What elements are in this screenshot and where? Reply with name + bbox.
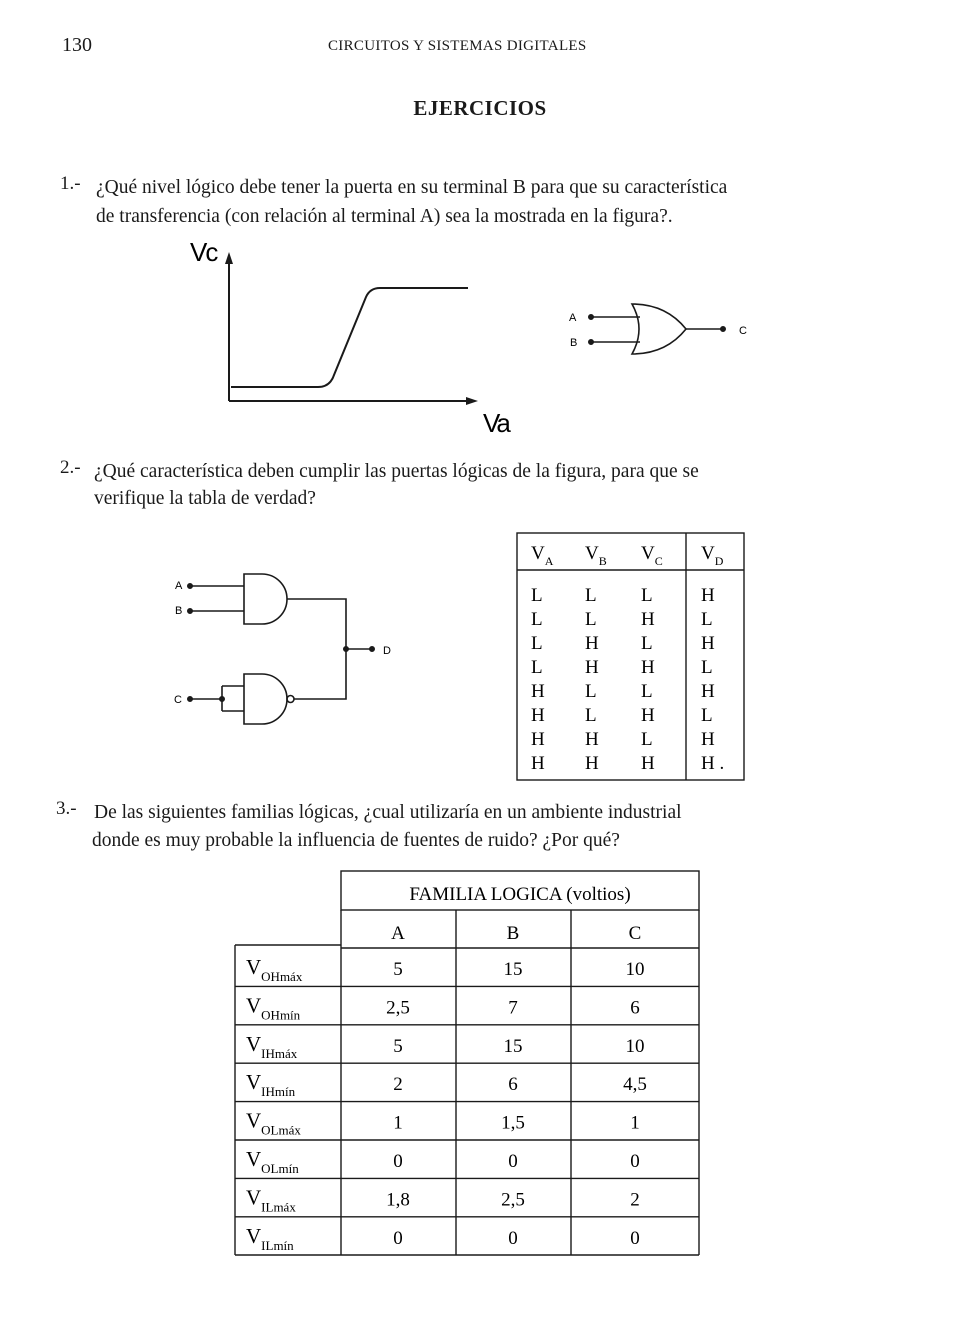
family-value-cell: 1,5 bbox=[501, 1112, 525, 1134]
parameter-label bbox=[246, 1070, 296, 1099]
parameter-label bbox=[246, 1032, 298, 1061]
truth-table-cell: H . bbox=[701, 753, 725, 774]
question-1-number: 1.- bbox=[60, 173, 81, 194]
family-value-cell: 7 bbox=[508, 997, 518, 1019]
truth-table-row bbox=[531, 585, 715, 606]
truth-table-header bbox=[531, 543, 724, 568]
and-gate-input-a-label: A bbox=[175, 580, 183, 592]
logic-families-table bbox=[235, 871, 699, 1255]
truth-table-cell: L bbox=[641, 729, 653, 750]
parameter-subscript: OHmáx bbox=[261, 969, 303, 984]
truth-table-cell: L bbox=[641, 585, 653, 606]
truth-table-cell: H bbox=[585, 657, 599, 678]
truth-table bbox=[517, 533, 744, 780]
families-table-row bbox=[246, 1109, 640, 1138]
truth-table-cell: L bbox=[701, 705, 713, 726]
family-value-cell: 2,5 bbox=[501, 1189, 525, 1211]
parameter-main: V bbox=[246, 1070, 262, 1095]
family-value-cell: 1,8 bbox=[386, 1189, 410, 1211]
families-table-row bbox=[246, 993, 640, 1022]
truth-table-cell: H bbox=[585, 729, 599, 750]
parameter-label bbox=[246, 1147, 299, 1176]
families-row-dividers bbox=[235, 986, 699, 1216]
truth-table-cell: H bbox=[701, 729, 715, 750]
truth-table-cell: H bbox=[531, 705, 545, 726]
family-value-cell: 15 bbox=[503, 1035, 523, 1057]
or-gate-input-b-label: B bbox=[570, 337, 578, 349]
truth-table-header-cell bbox=[585, 543, 607, 568]
logic-circuit bbox=[188, 574, 374, 724]
header-subscript: B bbox=[598, 554, 607, 568]
header-main: V bbox=[641, 543, 655, 564]
families-table-row bbox=[246, 1185, 640, 1214]
truth-table-cell: L bbox=[701, 609, 713, 630]
truth-table-cell: H bbox=[531, 681, 545, 702]
or-gate-output-c-label: C bbox=[739, 325, 747, 337]
or-gate-input-a-label: A bbox=[569, 312, 577, 324]
circuit-output-d-label: D bbox=[383, 645, 391, 657]
family-value-cell: 1 bbox=[393, 1112, 403, 1134]
family-column-header: C bbox=[628, 923, 642, 944]
family-value-cell: 0 bbox=[508, 1151, 518, 1172]
family-value-cell: 0 bbox=[508, 1227, 518, 1249]
families-table-body bbox=[246, 955, 647, 1253]
family-value-cell: 10 bbox=[625, 1035, 645, 1057]
parameter-subscript: OLmín bbox=[261, 1161, 299, 1176]
running-header: CIRCUITOS Y SISTEMAS DIGITALES bbox=[328, 38, 587, 54]
family-value-cell: 5 bbox=[393, 1035, 403, 1057]
parameter-label bbox=[246, 1224, 294, 1253]
parameter-label bbox=[246, 1185, 296, 1214]
family-value-cell: 2 bbox=[630, 1189, 640, 1211]
family-value-cell: 2 bbox=[393, 1074, 403, 1096]
parameter-label bbox=[246, 955, 303, 984]
family-value-cell: 0 bbox=[393, 1227, 403, 1249]
truth-table-header-cell bbox=[531, 543, 554, 568]
parameter-main: V bbox=[246, 955, 262, 979]
question-3-number: 3.- bbox=[56, 798, 77, 819]
question-3-text-line-1: De las siguientes familias lógicas, ¿cual utilizaría en un ambiente industrial bbox=[94, 802, 682, 823]
question-2-text-line-2: verifique la tabla de verdad? bbox=[94, 488, 316, 509]
parameter-subscript: IHmín bbox=[261, 1084, 296, 1100]
family-column-header: A bbox=[391, 923, 405, 944]
parameter-main: V bbox=[246, 1147, 262, 1171]
truth-table-cell: H bbox=[585, 633, 599, 654]
parameter-label bbox=[246, 1109, 301, 1138]
parameter-main: V bbox=[246, 1108, 262, 1133]
parameter-subscript: IHmáx bbox=[261, 1045, 298, 1061]
truth-table-cell: L bbox=[531, 609, 543, 630]
family-value-cell: 2,5 bbox=[386, 997, 410, 1019]
families-table-row bbox=[246, 1032, 645, 1061]
nand-gate-symbol bbox=[188, 674, 294, 724]
header-subscript: D bbox=[714, 554, 724, 568]
truth-table-cell: H bbox=[641, 609, 655, 630]
question-1-text-line-2: de transferencia (con relación al terminal A) sea la mostrada en la figura?. bbox=[96, 206, 673, 227]
x-axis-arrow bbox=[466, 397, 478, 405]
truth-table-cell: L bbox=[585, 705, 597, 726]
parameter-label bbox=[246, 993, 301, 1022]
truth-table-cell: H bbox=[641, 753, 655, 774]
and-gate-symbol bbox=[188, 574, 287, 624]
truth-table-cell: H bbox=[531, 753, 545, 774]
family-value-cell: 5 bbox=[393, 959, 403, 980]
truth-table-cell: H bbox=[641, 705, 655, 726]
truth-table-cell: L bbox=[701, 657, 713, 678]
x-axis-label: Va bbox=[483, 408, 509, 438]
parameter-main: V bbox=[246, 993, 262, 1018]
family-value-cell: 4,5 bbox=[623, 1074, 647, 1096]
family-value-cell: 10 bbox=[625, 959, 645, 980]
parameter-subscript: ILmáx bbox=[261, 1199, 296, 1215]
truth-table-cell: H bbox=[531, 729, 545, 750]
truth-table-row bbox=[531, 753, 724, 774]
page-number: 130 bbox=[62, 34, 92, 56]
truth-table-cell: L bbox=[585, 609, 597, 630]
family-value-cell: 1 bbox=[630, 1112, 640, 1134]
parameter-subscript: OHmín bbox=[261, 1007, 301, 1023]
family-value-cell: 0 bbox=[630, 1151, 640, 1172]
truth-table-header-cell bbox=[701, 543, 724, 568]
nand-gate-input-c-label: C bbox=[174, 694, 182, 706]
parameter-subscript: OLmáx bbox=[261, 1122, 301, 1138]
truth-table-cell: L bbox=[641, 681, 653, 702]
parameter-main: V bbox=[246, 1185, 262, 1210]
families-table-row bbox=[246, 955, 645, 984]
family-value-cell: 0 bbox=[630, 1227, 640, 1249]
families-table-row bbox=[246, 1070, 647, 1099]
family-value-cell: 15 bbox=[503, 959, 523, 980]
truth-table-cell: H bbox=[701, 633, 715, 654]
family-value-cell: 6 bbox=[630, 997, 640, 1019]
y-axis-label: Vc bbox=[190, 237, 217, 267]
question-2-text-line-1: ¿Qué característica deben cumplir las puertas lógicas de la figura, para que se bbox=[94, 461, 699, 482]
truth-table-cell: L bbox=[585, 585, 597, 606]
family-column-header: B bbox=[506, 923, 520, 944]
truth-table-cell: L bbox=[531, 585, 543, 606]
truth-table-cell: H bbox=[585, 753, 599, 774]
transfer-characteristic-plot bbox=[225, 252, 478, 405]
family-value-cell: 6 bbox=[508, 1074, 518, 1096]
section-title: EJERCICIOS bbox=[413, 96, 547, 120]
header-main: V bbox=[585, 543, 599, 564]
wired-output bbox=[287, 599, 374, 699]
truth-table-row bbox=[531, 681, 715, 702]
truth-table-row bbox=[531, 633, 715, 654]
truth-table-header-cell bbox=[641, 543, 663, 568]
and-gate-input-b-label: B bbox=[175, 605, 183, 617]
families-table-column-headers bbox=[391, 923, 641, 944]
family-value-cell: 0 bbox=[393, 1151, 403, 1172]
header-subscript: C bbox=[654, 554, 663, 568]
header-subscript: A bbox=[544, 554, 554, 568]
truth-table-cell: H bbox=[701, 681, 715, 702]
header-main: V bbox=[701, 543, 715, 564]
truth-table-cell: H bbox=[701, 585, 715, 606]
question-3-text-line-2: donde es muy probable la influencia de fuentes de ruido? ¿Por qué? bbox=[92, 830, 620, 851]
truth-table-cell: L bbox=[531, 657, 543, 678]
question-1-text-line-1: ¿Qué nivel lógico debe tener la puerta en su terminal B para que su característica bbox=[96, 177, 728, 198]
families-table-caption: FAMILIA LOGICA (voltios) bbox=[409, 884, 631, 905]
truth-table-cell: H bbox=[641, 657, 655, 678]
header-main: V bbox=[531, 543, 545, 564]
truth-table-cell: L bbox=[641, 633, 653, 654]
families-table-row bbox=[246, 1224, 640, 1253]
question-2-number: 2.- bbox=[60, 457, 81, 478]
truth-table-body bbox=[531, 585, 724, 774]
parameter-main: V bbox=[246, 1031, 262, 1056]
transfer-curve bbox=[231, 288, 468, 387]
truth-table-row bbox=[531, 729, 715, 750]
truth-table-cell: L bbox=[531, 633, 543, 654]
or-gate-symbol bbox=[589, 304, 725, 354]
y-axis-arrow bbox=[225, 252, 233, 264]
parameter-main: V bbox=[246, 1223, 262, 1248]
families-table-row bbox=[246, 1147, 640, 1176]
parameter-subscript: ILmín bbox=[261, 1237, 294, 1253]
truth-table-cell: L bbox=[585, 681, 597, 702]
